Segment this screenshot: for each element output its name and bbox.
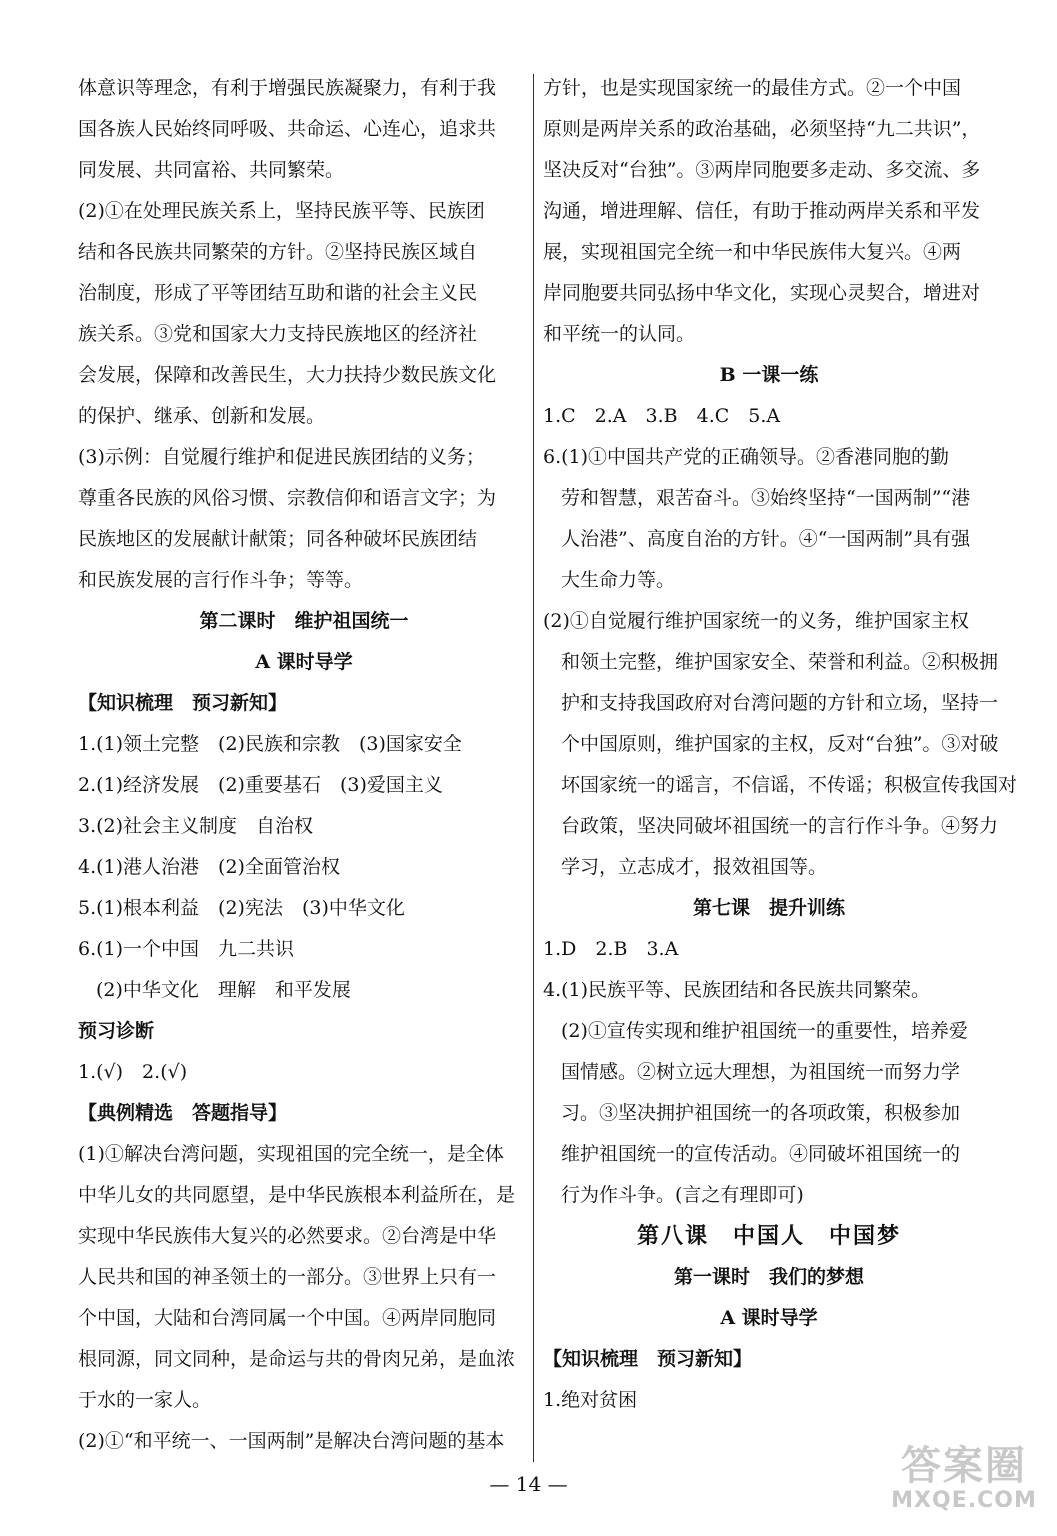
text-line: 第二课时 维护祖国统一	[199, 610, 409, 632]
text-line: 根同源，同文同种，是命运与共的骨肉兄弟，是血浓	[78, 1348, 516, 1370]
text-line: 1.(√) 2.(√)	[78, 1061, 188, 1083]
text-line: 坏国家统一的谣言，不信谣，不传谣；积极宣传我国对	[561, 774, 1018, 796]
text-line: B 一课一练	[719, 364, 819, 386]
text-line: (2)中华文化 理解 和平发展	[96, 979, 351, 1001]
watermark-top-text: 答案圈	[901, 1443, 1027, 1489]
watermark-logo	[889, 1444, 1039, 1524]
text-line: 结和各民族共同繁荣的方针。②坚持民族区域自	[78, 241, 478, 263]
text-line: 学习，立志成才，报效祖国等。	[561, 856, 828, 878]
text-line: 治制度，形成了平等团结互助和谐的社会主义民	[78, 282, 478, 304]
page-number: — 14 —	[489, 1472, 568, 1496]
text-line: 行为作斗争。(言之有理即可)	[561, 1184, 804, 1206]
text-line: 民族地区的发展献计献策；同各种破坏民族团结	[78, 528, 478, 550]
left-column	[78, 68, 530, 1462]
text-line: 3.(2)社会主义制度 自治权	[78, 815, 314, 837]
column-divider	[533, 74, 534, 1462]
text-line: 5.(1)根本利益 (2)宪法 (3)中华文化	[78, 897, 405, 919]
text-line: 坚决反对“台独”。③两岸同胞要多走动、多交流、多	[543, 159, 981, 181]
text-line: 预习诊断	[78, 1020, 155, 1042]
text-line: 劳和智慧，艰苦奋斗。③始终坚持“一国两制”“港	[561, 487, 971, 509]
text-line: (2)①宣传实现和维护祖国统一的重要性，培养爱	[561, 1020, 968, 1042]
text-line: 中华儿女的共同愿望，是中华民族根本利益所在，是	[78, 1184, 516, 1206]
text-line: 人民共和国的神圣领土的一部分。③世界上只有一	[78, 1266, 497, 1288]
text-line: 原则是两岸关系的政治基础，必须坚持“九二共识”，	[543, 118, 981, 140]
text-line: 2.(1)经济发展 (2)重要基石 (3)爱国主义	[78, 774, 443, 796]
text-line: 和领土完整，维护国家安全、荣誉和利益。②积极拥	[561, 651, 999, 673]
right-column	[543, 68, 1018, 1421]
text-line: 国情感。②树立远大理想，为祖国统一而努力学	[561, 1061, 961, 1083]
text-line: 和民族发展的言行作斗争；等等。	[78, 569, 364, 591]
text-line: 族关系。③党和国家大力支持民族地区的经济社	[78, 323, 478, 345]
text-line: 实现中华民族伟大复兴的必然要求。②台湾是中华	[78, 1225, 497, 1247]
text-line: 于水的一家人。	[78, 1389, 212, 1411]
text-line: 大生命力等。	[561, 569, 676, 591]
text-line: 4.(1)港人治港 (2)全面管治权	[78, 856, 340, 878]
text-line: (3)示例：自觉履行维护和促进民族团结的义务；	[78, 446, 485, 468]
text-line: 岸同胞要共同弘扬中华文化，实现心灵契合，增进对	[543, 282, 981, 304]
watermark-bottom-text: MXQE.COM	[891, 1488, 1037, 1513]
text-line: 同发展、共同富裕、共同繁荣。	[78, 159, 345, 181]
text-line: 台政策，坚决同破坏祖国统一的言行作斗争。④努力	[561, 815, 999, 837]
text-line: 习。③坚决拥护祖国统一的各项政策，积极参加	[561, 1102, 961, 1124]
text-line: 国各族人民始终同呼吸、共命运、心连心，追求共	[78, 118, 497, 140]
text-line: 第一课时 我们的梦想	[673, 1266, 864, 1288]
text-line: 个中国，大陆和台湾同属一个中国。④两岸同胞同	[78, 1307, 497, 1329]
text-line: 会发展，保障和改善民生，大力扶持少数民族文化	[78, 364, 497, 386]
text-line: 1.(1)领土完整 (2)民族和宗教 (3)国家安全	[78, 733, 462, 755]
text-line: A 课时导学	[720, 1307, 818, 1329]
text-line: 4.(1)民族平等、民族团结和各民族共同繁荣。	[543, 979, 931, 1001]
text-line: 6.(1)①中国共产党的正确领导。②香港同胞的勤	[543, 446, 950, 468]
text-line: 展，实现祖国完全统一和中华民族伟大复兴。④两	[543, 241, 962, 263]
text-line: 个中国原则，维护国家的主权，反对“台独”。③对破	[561, 733, 999, 755]
text-line: 第八课 中国人 中国梦	[636, 1223, 901, 1249]
text-line: 沟通，增进理解、信任，有助于推动两岸关系和平发	[543, 200, 981, 222]
text-line: 第七课 提升训练	[692, 897, 845, 919]
text-line: 1.D 2.B 3.A	[543, 938, 679, 960]
text-line: 尊重各民族的风俗习惯、宗教信仰和语言文字；为	[78, 487, 497, 509]
text-line: 的保护、继承、创新和发展。	[78, 405, 326, 427]
text-line: 1.C 2.A 3.B 4.C 5.A	[543, 405, 781, 427]
text-line: 体意识等理念，有利于增强民族凝聚力，有利于我	[78, 77, 497, 99]
text-line: 和平统一的认同。	[543, 323, 696, 345]
text-line: 维护祖国统一的宣传活动。④同破坏祖国统一的	[561, 1143, 961, 1165]
text-line: 6.(1)一个中国 九二共识	[78, 938, 295, 960]
text-line: 【知识梳理 预习新知】	[543, 1348, 753, 1370]
text-line: (2)①自觉履行维护国家统一的义务，维护国家主权	[543, 610, 969, 632]
text-line: 【典例精选 答题指导】	[78, 1102, 288, 1124]
text-line: (2)①在处理民族关系上，坚持民族平等、民族团	[78, 200, 485, 222]
text-line: 人治港”、高度自治的方针。④“一国两制”具有强	[561, 528, 971, 550]
text-line: 【知识梳理 预习新知】	[78, 692, 288, 714]
text-line: 1.绝对贫困	[543, 1389, 638, 1411]
text-line: 护和支持我国政府对台湾问题的方针和立场，坚持一	[561, 692, 999, 714]
text-line: (2)①“和平统一、一国两制”是解决台湾问题的基本	[78, 1430, 505, 1452]
text-line: (1)①解决台湾问题，实现祖国的完全统一，是全体	[78, 1143, 504, 1165]
text-line: A 课时导学	[255, 651, 353, 673]
text-line: 方针，也是实现国家统一的最佳方式。②一个中国	[543, 77, 962, 99]
